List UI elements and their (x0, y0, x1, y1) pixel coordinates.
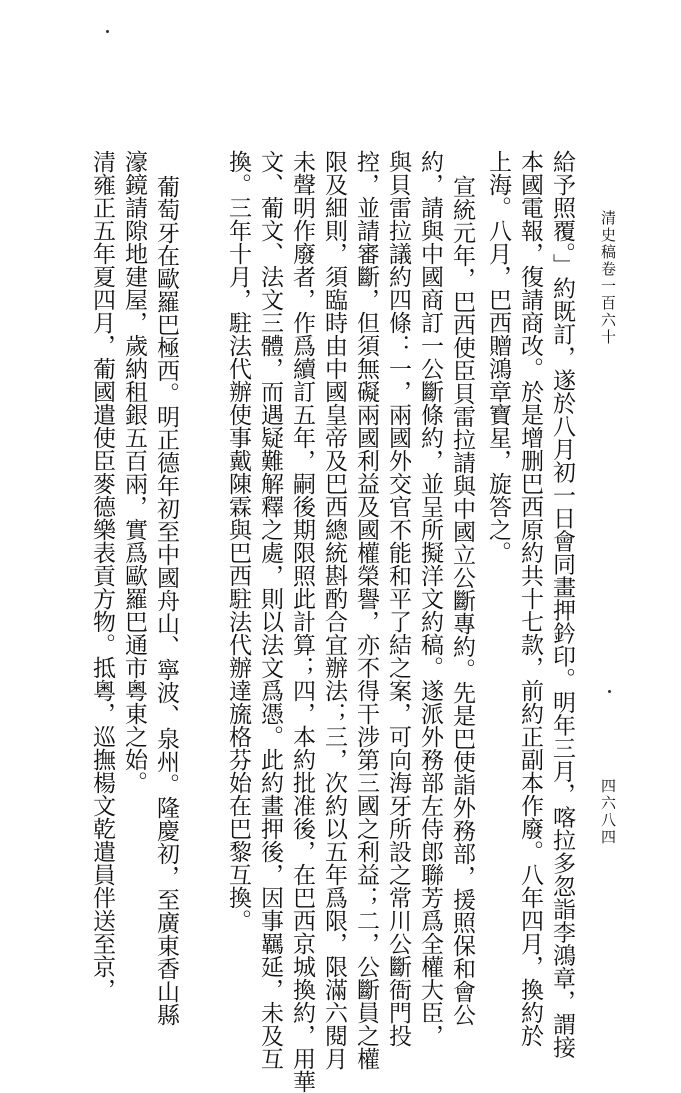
text-column-7: 控，並請審斷，但須無礙兩國利益及國權榮譽，亦不得干涉第三國之利益；二，公斷員之權 (353, 150, 379, 1070)
text-column-5: 約，請與中國商訂一公斷條約，並呈所擬洋文約稿。遂派外務部左侍郎聯芳爲全權大臣， (417, 150, 443, 1047)
text-column-14: 清雍正五年夏四月，葡國遣使臣麥德樂表貢方物。抵粵，巡撫楊文乾遣員伴送至京， (89, 150, 115, 1001)
text-column-8: 限及細則，須臨時由中國皇帝及巴西總統斟酌合宜辦法；三，次約以五年爲限，限滿六閱月 (321, 150, 347, 1070)
text-column-13: 濠鏡請隙地建屋，歲納租銀五百兩，實爲歐羅巴通市粵東之始。 (121, 150, 147, 794)
speck-mark (106, 30, 109, 33)
text-column-1: 給予照覆。」約既訂，遂於八月初一日會同畫押鈐印。明年三月，喀拉多忽詣李鴻章，謂接 (549, 150, 575, 1059)
text-column-12: 葡萄牙在歐羅巴極西。明正德年初至中國舟山、寧波、泉州。隆慶初，至廣東香山縣 (153, 175, 179, 1026)
text-column-3: 上海。八月，巴西贈鴻章寶星，旋答之。 (485, 150, 511, 564)
text-column-9: 未聲明作廢者，作爲續訂五年，嗣後期限照此計算；四，本約批准後，在巴西京城換約，用華 (289, 150, 315, 1093)
text-column-11: 換。三年十月，駐法代辦使事戴陳霖與巴西駐法代辦達旒格芬始在巴黎互換。 (225, 150, 251, 932)
page-number: 四六八四 (599, 778, 617, 846)
text-column-6: 與貝雷拉議約四條：一，兩國外交官不能和平了結之案，可向海牙所設之常川公斷衙門投 (385, 150, 411, 1047)
book-title-header: 清史稿卷一百六十 (599, 210, 617, 346)
text-column-10: 文、葡文、法文三體，而遇疑難解釋之處，則以法文爲憑。此約畫押後，因事羈延，未及互 (257, 150, 283, 1070)
text-column-4: 宣統元年，巴西使臣貝雷拉請與中國立公斷專約。先是巴使詣外務部，援照保和會公 (449, 175, 475, 1026)
speck-mark (608, 690, 611, 693)
text-column-2: 本國電報，復請商改。於是增删巴西原約共十七款，前約正副本作廢。八年四月，換約於 (517, 150, 543, 1047)
